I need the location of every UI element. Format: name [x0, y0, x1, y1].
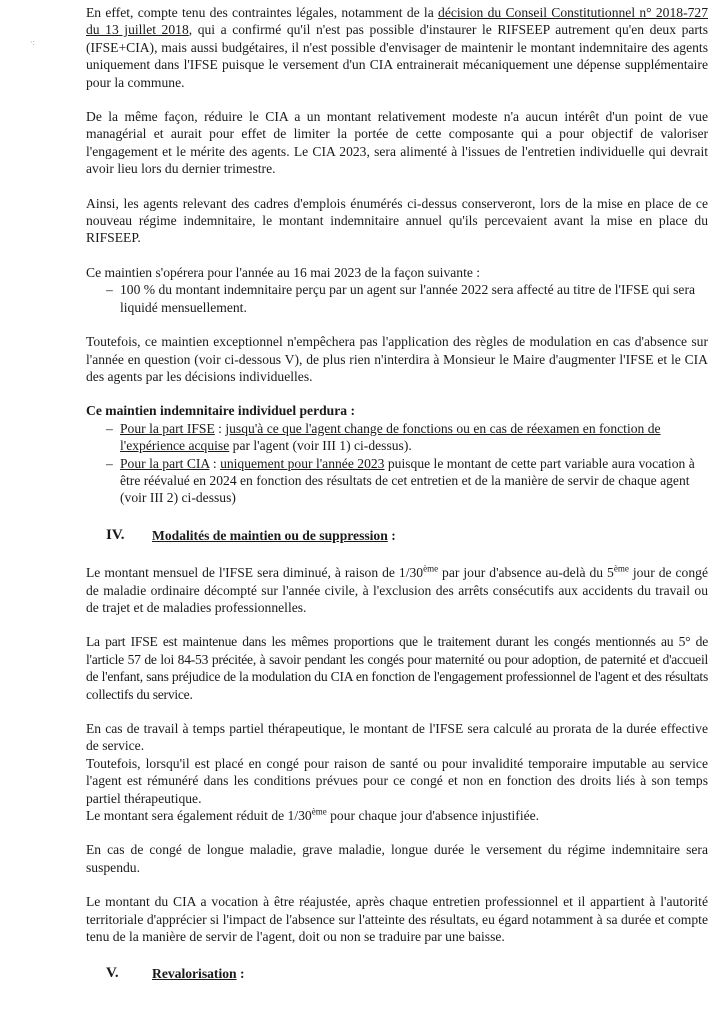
paragraph-maintien-modalites: Ce maintien s'opérera pour l'année au 16 mai 2023 de la façon suivante : — [86, 264, 481, 280]
superscript: ème — [613, 563, 629, 574]
subheading-maintien-individuel: Ce maintien indemnitaire individuel perdura : — [86, 403, 355, 419]
section-heading-iv — [106, 527, 708, 544]
maintien-individuel-list — [86, 420, 708, 507]
list-item-condition: uniquement pour l'année 2023 — [220, 455, 385, 471]
paragraph-text: Le montant mensuel de l'IFSE sera diminué, à raison de 1/30 — [86, 565, 424, 581]
paragraph-absence-injustifiee — [86, 807, 708, 824]
section-title: Modalités de maintien ou de suppression — [152, 527, 388, 543]
paragraph-text: pour chaque jour d'absence injustifiée. — [326, 808, 540, 824]
paragraph-modulation: Toutefois, ce maintien exceptionnel n'empêchera pas l'application des règles de modulation en cas d'absence sur l'année en question (voir ci-dessous V), de plus rien n'interdira à Monsieur le Maire d'augmenter l'IFSE et le CIA des agents par les décisions individuelles. — [86, 334, 708, 384]
separator: : — [214, 420, 226, 436]
paragraph-longue-maladie: En cas de congé de longue maladie, grave maladie, longue durée le versement du régime indemnitaire sera suspendu. — [86, 842, 708, 875]
paragraph-text: En effet, compte tenu des contraintes légales, notamment de la — [86, 5, 439, 20]
section-title-suffix: : — [387, 527, 396, 543]
document-page — [86, 4, 708, 983]
superscript: ème — [423, 563, 439, 574]
list-item-label: Pour la part CIA — [120, 455, 210, 471]
section-title-suffix: : — [236, 966, 245, 982]
maintien-list — [86, 281, 708, 316]
section-number: V. — [106, 965, 119, 982]
section-number: IV. — [106, 526, 125, 543]
list-item-ifse — [86, 420, 708, 455]
paragraph-text: Le montant sera également réduit de 1/30 — [86, 808, 312, 824]
superscript: ème — [311, 806, 327, 817]
list-item-cia — [86, 455, 708, 507]
list-item-text: par l'agent (voir III 1) ci-dessus). — [229, 438, 412, 454]
paragraph-ifse-maintenue: La part IFSE est maintenue dans les mêmes proportions que le traitement durant les congés mentionnés au 5° de l'article 57 de loi 84-53 précitée, à savoir pendant les congés pour maternité ou pour adoption, de paternité et d'accueil de l'enfant, sans préjudice de la modulation du CIA en fonction de l'engagement professionnel de l'agent et des résultats collectifs du service. — [86, 634, 708, 702]
list-item: – 100 % du montant indemnitaire perçu par un agent sur l'année 2022 sera affecté au titre de l'IFSE qui sera liquidé mensuellement. — [86, 281, 708, 316]
paragraph-temps-partiel: En cas de travail à temps partiel thérapeutique, le montant de l'IFSE sera calculé au prorata de la durée effective de service. — [86, 721, 708, 754]
paragraph-cia-reduction: De la même façon, réduire le CIA a un montant relativement modeste n'a aucun intérêt d'un point de vue managérial et aurait pour effet de limiter la portée de cette composante qui a pour objectif de valoriser l'engagement et le mérite des agents. Le CIA 2023, sera alimenté à l'issues de l'entretien individuelle qui devrait avoir lieu lors du dernier trimestre. — [86, 109, 708, 177]
list-item-text: puisque le montant de cette part variable aura vocation à être réévalué en 2024 en fonction des résultats de cet entretien et de la manière de servir de chaque agent (voir III 2) ci-dessus) — [120, 455, 695, 506]
paragraph-text: , qui a confirmé qu'il n'est pas possible d'instaurer le RIFSEEP autrement qu'en deux parts (IFSE+CIA), mais aussi budgétaires, il n'est possible d'envisager de maintenir le montant indemnitaire des agents uniquement dans l'IFSE puisque le versement d'un CIA entrainerait mécaniquement une dépense supplémentaire pour la commune. — [86, 22, 708, 90]
list-item-condition: jusqu'à ce que l'agent change de fonctions ou en cas de réexamen en fonction de l'expérience acquise — [120, 420, 661, 454]
paragraph-legal-constraints — [86, 4, 708, 91]
paragraph-cia-reajustement: Le montant du CIA a vocation à être réajustée, après chaque entretien professionnel et il appartient à l'autorité territoriale d'apprécier si l'impact de l'absence sur l'atteinte des résultats, eu égard notamment à sa durée et compte tenu de la manière de servir de l'agent, doit ou non se traduire par une baisse. — [86, 894, 708, 945]
decision-reference: décision du Conseil Constitutionnel n° 2018-727 du 13 juillet 2018 — [86, 5, 708, 38]
paragraph-maintien-annuel: Ainsi, les agents relevant des cadres d'emplois énumérés ci-dessus conserveront, lors de la mise en place de ce nouveau régime indemnitaire, le montant indemnitaire annuel qu'ils percevaient avant la mise en place du RIFSEEP. — [86, 195, 708, 246]
paragraph-text: par jour d'absence au-delà du 5 — [438, 565, 614, 581]
separator: : — [209, 455, 221, 471]
paragraph-ifse-diminution — [86, 564, 708, 616]
paragraph-text: jour de congé de maladie ordinaire décompté sur l'année civile, à l'exclusion des arrêts consécutifs aux accidents du travail ou de trajet et de maladies professionnelles. — [86, 565, 708, 615]
list-item-label: Pour la part IFSE — [120, 420, 215, 436]
section-title: Revalorisation — [152, 966, 237, 982]
scan-artifact: ·: — [30, 38, 35, 47]
paragraph-conge-sante: Toutefois, lorsqu'il est placé en congé pour raison de santé ou pour invalidité temporaire imputable au service l'agent est rémunéré dans les conditions prévues pour ce congé et non en fonction des droits liés à son temps partiel thérapeutique. — [86, 755, 708, 806]
section-heading-v — [106, 965, 708, 982]
